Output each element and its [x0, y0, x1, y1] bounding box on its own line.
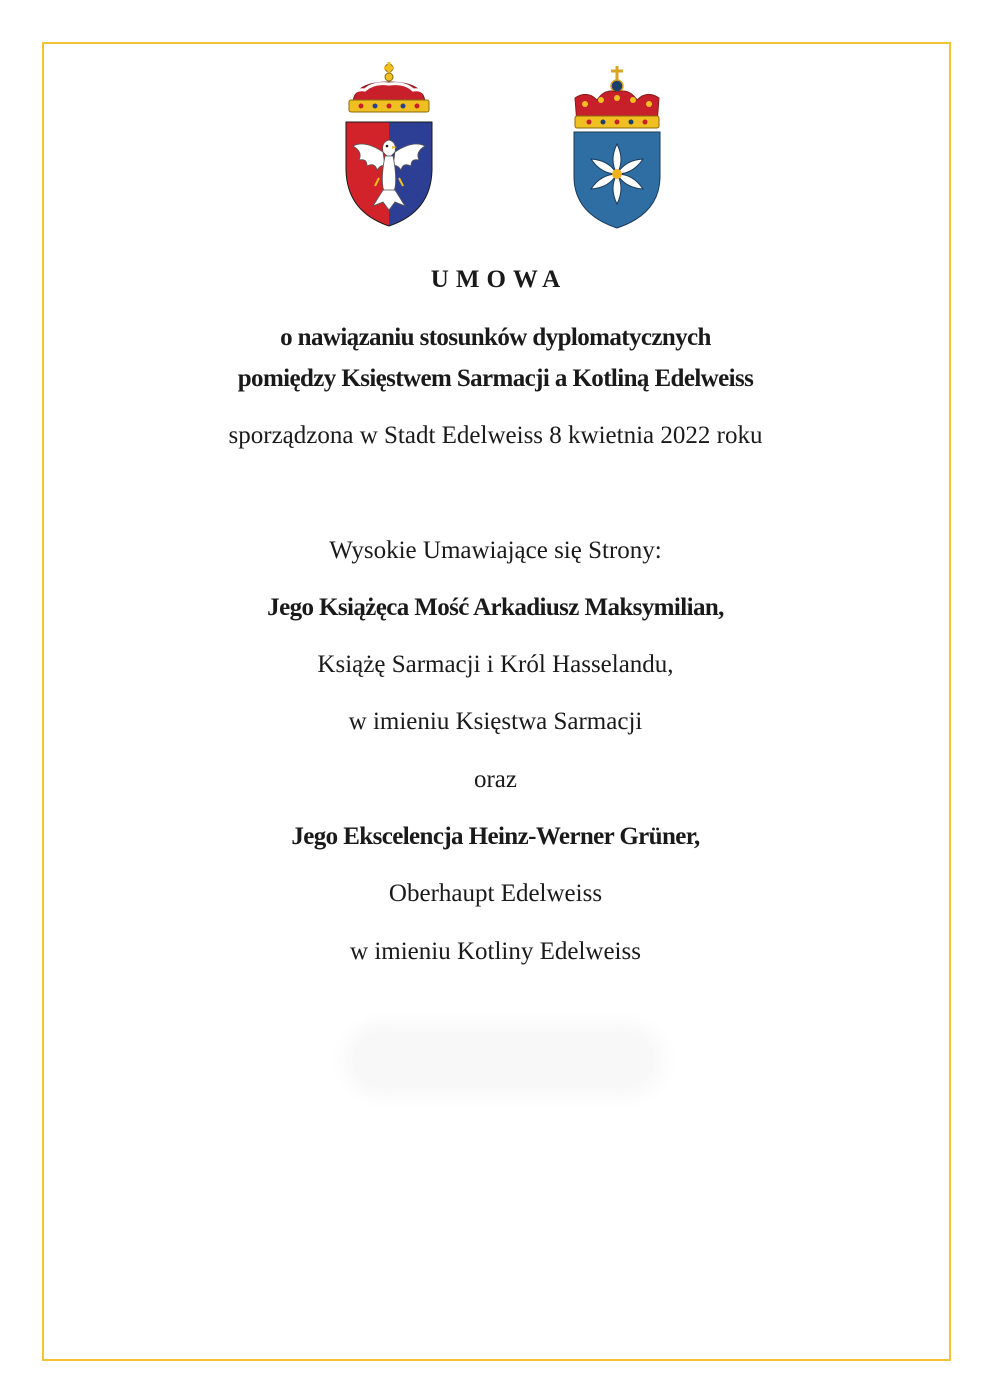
page-border — [42, 42, 951, 1361]
sarmatia-coat-of-arms-icon — [343, 60, 435, 230]
party-1-name: Jego Książęca Mość Arkadiusz Maksymilian, — [267, 594, 724, 621]
parties-intro: Wysokie Umawiające się Strony: — [329, 537, 662, 564]
edelweiss-coat-of-arms-icon — [571, 60, 663, 230]
party-1-on-behalf: w imieniu Księstwa Sarmacji — [348, 708, 643, 735]
party-2-name: Jego Ekscelencja Heinz-Werner Grüner, — [291, 823, 700, 850]
party-1-title: Książę Sarmacji i Król Hasselandu, — [317, 651, 674, 678]
document-title: UMOWA — [430, 266, 568, 293]
party-2-title: Oberhaupt Edelweiss — [388, 880, 603, 907]
place-and-date: sporządzona w Stadt Edelweiss 8 kwietnia 2022 roku — [228, 422, 763, 449]
party-2-on-behalf: w imieniu Kotliny Edelweiss — [350, 938, 641, 965]
blurred-redaction — [352, 1032, 654, 1088]
document-subtitle-line-1: o nawiązaniu stosunków dyplomatycznych — [280, 324, 711, 351]
document-subtitle-line-2: pomiędzy Księstwem Sarmacji a Kotliną Edelweiss — [237, 365, 754, 392]
conjunction: oraz — [473, 766, 518, 793]
